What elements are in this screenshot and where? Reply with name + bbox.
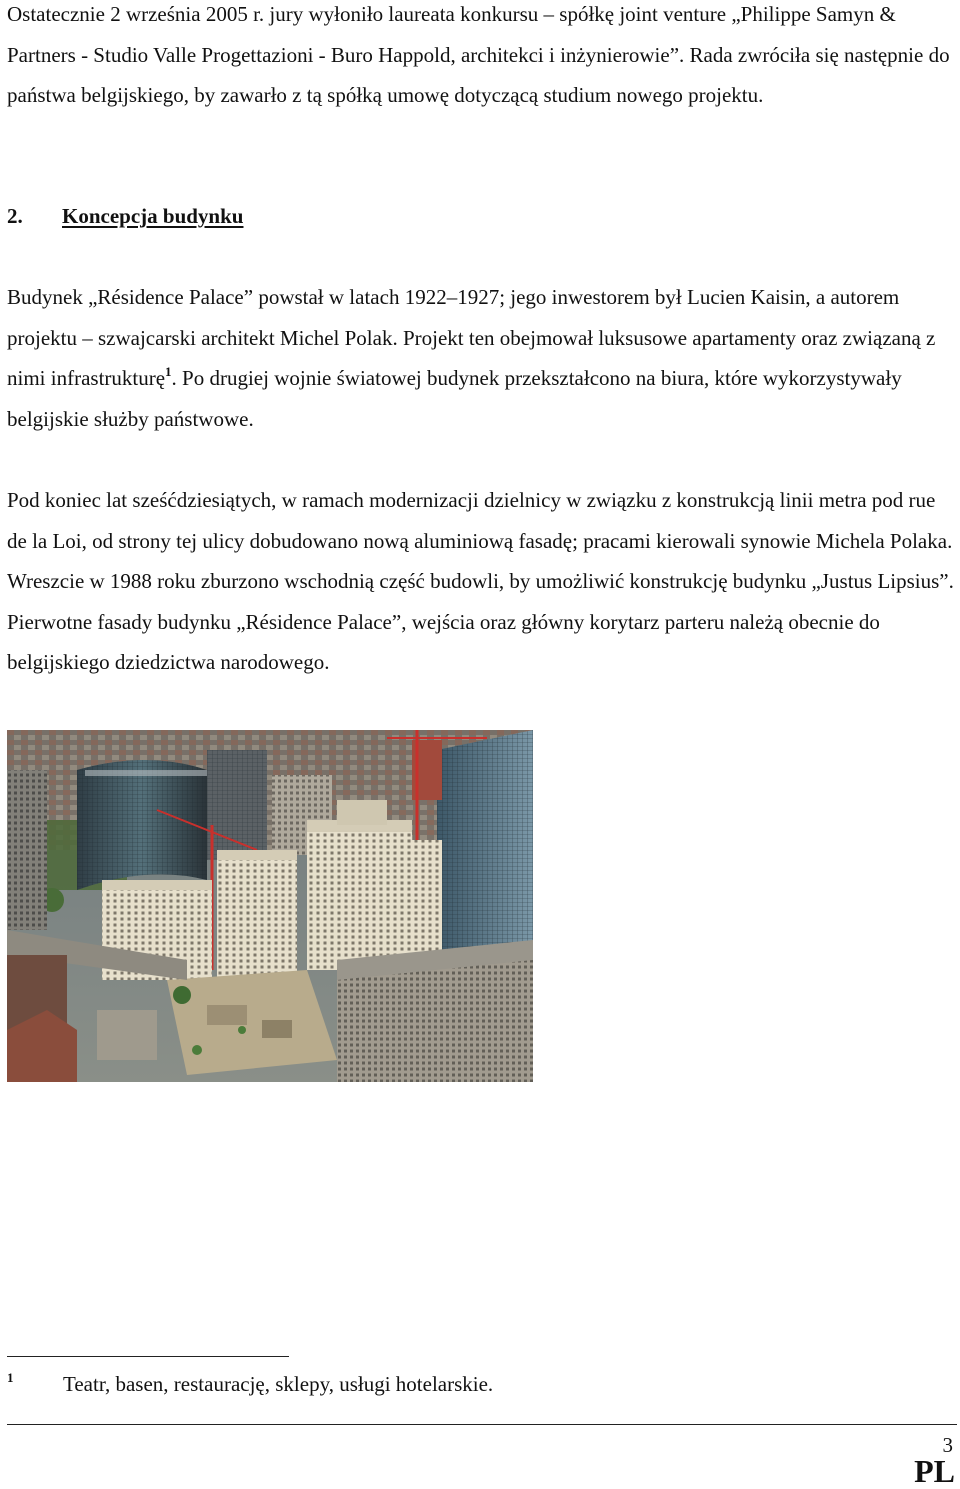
page-number: 3 xyxy=(942,1433,953,1457)
section-title: Koncepcja budynku xyxy=(62,204,244,228)
footer-divider xyxy=(7,1424,957,1425)
aerial-photo xyxy=(7,730,533,1082)
paragraph-modernization: Pod koniec lat sześćdziesiątych, w ramach modernizacji dzielnicy w związku z konstrukcją linii metra pod rue de la Loi, od strony tej ulicy dobudowano nową aluminiową fasadę; pracami kierowali synowie Michela Polaka. Wreszcie w 1988 roku zburzono wschodnią część budowli, by umożliwić konstrukcję budynku „Justus Lipsius”. Pierwotne fasady budynku „Résidence Palace”, wejścia oraz główny korytarz parteru należą obecnie do belgijskiego dziedzictwa narodowego. xyxy=(7,488,954,675)
paragraph-competition-result: Ostatecznie 2 września 2005 r. jury wyłoniło laureata konkursu – spółkę joint venture „Philippe Samyn & Partners - Studio Valle Progettazioni - Buro Happold, architekci i inżynierowie”. Rada zwróciła się następnie do państwa belgijskiego, by zawarło z tą spółką umowę dotyczącą studium nowego projektu. xyxy=(7,2,950,108)
paragraph-building-history xyxy=(7,277,957,439)
language-code: PL xyxy=(914,1453,955,1489)
section-heading xyxy=(7,196,243,236)
section-number: 2. xyxy=(7,204,23,228)
footnote: 1 Teatr, basen, restaurację, sklepy, usługi hotelarskie. xyxy=(7,1370,494,1396)
footnote-reference[interactable]: 1 xyxy=(165,364,172,380)
paragraph-text: Budynek „Résidence Palace” powstał w latach 1922–1927; jego inwestorem był Lucien Kaisin, a autorem projektu – szwajcarski architekt Michel Polak. Projekt ten obejmował luksusowe apartamenty oraz związaną z nimi infrastrukturę xyxy=(7,285,936,391)
footnote-divider xyxy=(7,1356,289,1357)
paragraph-text: . Po drugiej wojnie światowej budynek przekształcono na biura, które wykorzystywały belgijskie służby państwowe. xyxy=(7,366,902,431)
footnote-text: Teatr, basen, restaurację, sklepy, usługi hotelarskie. xyxy=(63,1372,494,1396)
